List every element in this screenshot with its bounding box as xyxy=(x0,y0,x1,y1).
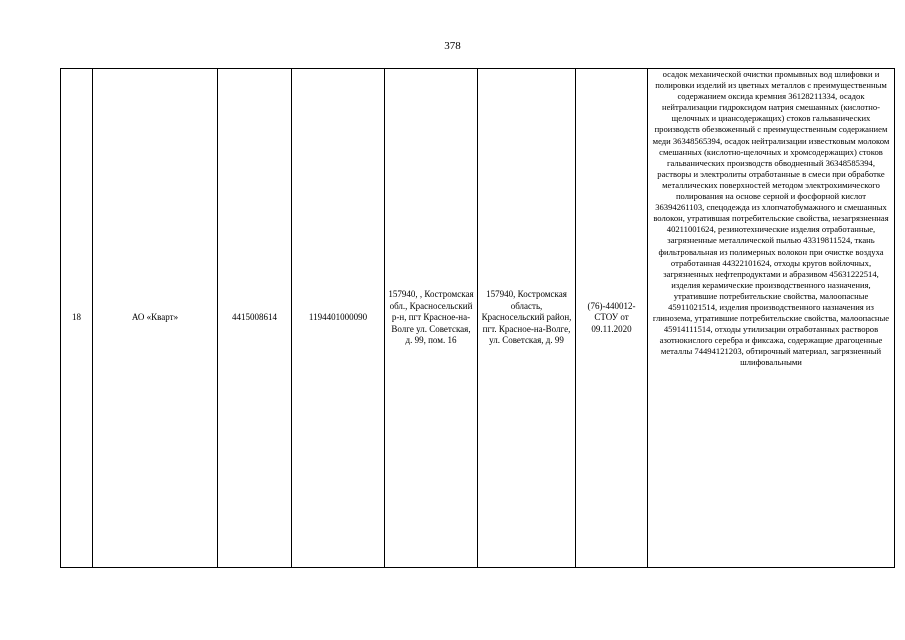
ogrn-cell: 1194401000090 xyxy=(292,69,385,568)
row-number-cell: 18 xyxy=(61,69,93,568)
waste-list-cell: осадок механической очистки промывных вод шлифовки и полировки изделий из цветных металлов с преимущественным содержанием оксида кремния 36128211334, осадок нейтрализации гидроксидом натрия смешанных (кислотно-щелочных и циансодержащих) стоков гальванических производств обезвоженный с преимущественным содержанием меди 36348565394, осадок нейтрализации известковым молоком смешанных (кислотно-щелочных и хромсодержащих) стоков гальванических производств обводненный 36348585394, растворы и электролиты отработанные в смеси при обработке металлических поверхностей методом электрохимического полирования на основе серной и фосфорной кислот 36394261103, спецодежда из хлопчатобумажного и смешанных волокон, утратившая потребительские свойства, незагрязненная 40211001624, резинотехнические изделия отработанные, загрязненные металлической пылью 43319811524, ткань фильтровальная из полимерных волокон при очистке воздуха отработанная 44322101624, отходы кругов войлочных, загрязненных нефтепродуктами и абразивом 45631222514, изделия керамические производственного назначения, утратившие потребительские свойства, малоопасные 45911021514, изделия производственного назначения из глинозема, утратившие потребительские свойства, малоопасные 45914111514, отходы утилизации отработанных растворов азотнокислого серебра и фиксажа, содержащие драгоценные металлы 74494121203, обтирочный материал, загрязненный шлифовальными xyxy=(648,69,895,568)
license-cell: (76)-440012-СТОУ от 09.11.2020 xyxy=(576,69,648,568)
organization-name-cell: АО «Кварт» xyxy=(93,69,218,568)
page-number: 378 xyxy=(444,40,461,52)
inn-cell: 4415008614 xyxy=(218,69,292,568)
legal-address-cell: 157940, , Костромская обл., Красносельский р-н, пгт Красное-на-Волге ул. Советская, д. 99, пом. 16 xyxy=(385,69,478,568)
table-row xyxy=(61,69,895,568)
site-address-cell: 157940, Костромская область, Красносельский район, пгт. Красное-на-Волге, ул. Советская, д. 99 xyxy=(478,69,576,568)
registry-table xyxy=(60,68,895,568)
